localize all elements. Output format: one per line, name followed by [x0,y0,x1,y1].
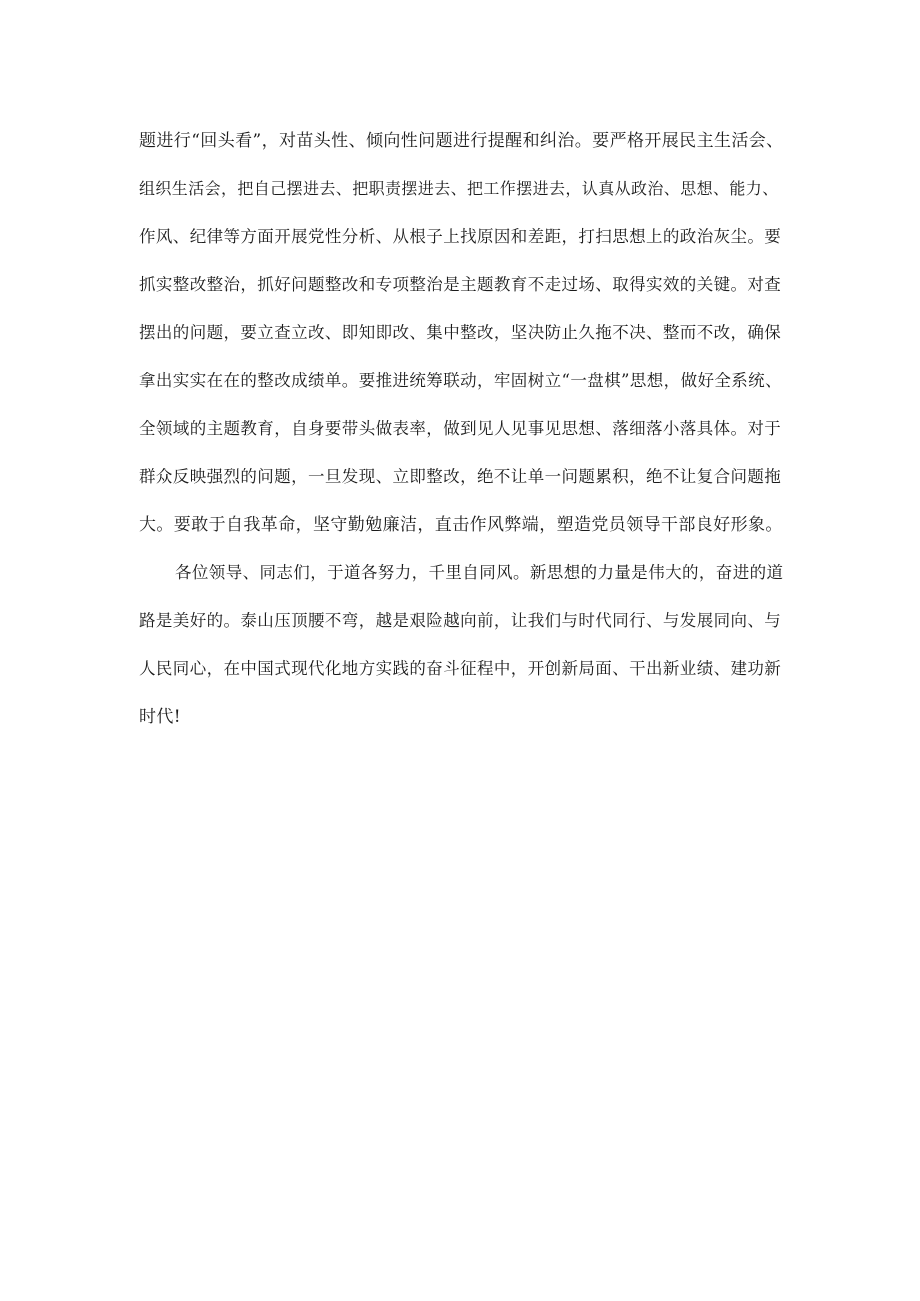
paragraph-line: 大。要敢于自我革命，坚守勤勉廉洁，直击作风弊端，塑造党员领导干部良好形象。 [139,515,783,535]
paragraph-line: 路是美好的。泰山压顶腰不弯，越是艰险越向前，让我们与时代同行、与发展同向、与 [139,611,782,630]
paragraph-line: 题进行“回头看”，对苗头性、倾向性问题进行提醒和纠治。要严格开展民主生活会、 [139,131,784,151]
paragraph-1 [139,117,789,549]
paragraph-line: 时代! [139,707,182,727]
paragraph-line: 摆出的问题，要立查立改、即知即改、集中整改，坚决防止久拖不决、整而不改，确保 [139,323,782,342]
paragraph-line: 人民同心，在中国式现代化地方实践的奋斗征程中，开创新局面、干出新业绩、建功新 [139,659,782,678]
paragraph-line: 全领域的主题教育，自身要带头做表率，做到见人见事见思想、落细落小落具体。对于 [139,419,782,438]
paragraph-line: 各位领导、同志们，于道各努力，千里自同风。新思想的力量是伟大的，奋进的道 [175,563,784,582]
paragraph-line: 群众反映强烈的问题，一旦发现、立即整改，绝不让单一问题累积，绝不让复合问题拖 [139,467,782,486]
paragraph-line: 组织生活会，把自己摆进去、把职责摆进去、把工作摆进去，认真从政治、思想、能力、 [139,179,779,198]
paragraph-line: 抓实整改整治，抓好问题整改和专项整治是主题教育不走过场、取得实效的关键。对查 [139,275,782,294]
paragraph-line: 作风、纪律等方面开展党性分析、从根子上找原因和差距，打扫思想上的政治灰尘。要 [139,227,782,246]
paragraph-line: 拿出实实在在的整改成绩单。要推进统筹联动，牢固树立“一盘棋”思想，做好全系统、 [139,371,782,390]
paragraph-2 [139,549,789,741]
document-body [139,117,789,741]
